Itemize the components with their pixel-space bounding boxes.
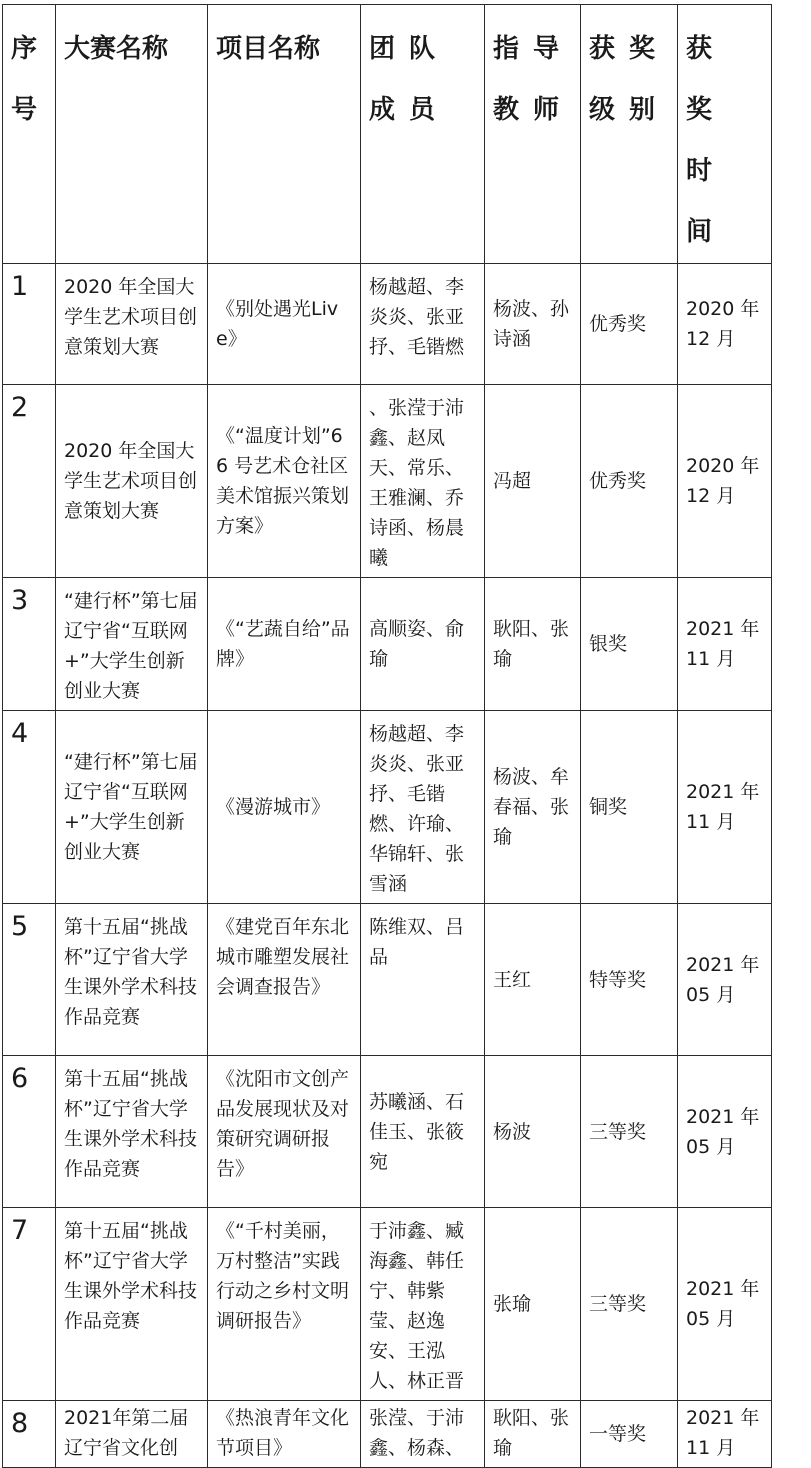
row-index: 7: [3, 1208, 56, 1401]
table-row: [3, 904, 772, 1056]
team-cell: 、张滢于沛鑫、赵凤天、常乐、王雅澜、乔诗函、杨晨曦: [361, 385, 485, 578]
project-cell: 《“温度计划”66 号艺术仓社区美术馆振兴策划方案》: [208, 385, 361, 578]
award-cell: 铜奖: [581, 711, 678, 904]
advisor-cell: 冯超: [485, 385, 581, 578]
competition-cell: “建行杯”第七届辽宁省“互联网+”大学生创新创业大赛: [56, 711, 208, 904]
table-row: [3, 711, 772, 904]
time-cell: 2021 年 05 月: [678, 1208, 772, 1401]
team-cell: 于沛鑫、臧海鑫、韩任宁、韩紫莹、赵逸安、王泓人、林正晋: [361, 1208, 485, 1401]
award-cell: 三等奖: [581, 1056, 678, 1208]
award-cell: 一等奖: [581, 1401, 678, 1468]
project-cell: 《“艺蔬自给”品牌》: [208, 578, 361, 711]
table-row: [3, 1401, 772, 1468]
awards-table: [2, 4, 772, 1468]
project-cell: 《“千村美丽，万村整洁”实践行动之乡村文明调研报告》: [208, 1208, 361, 1401]
advisor-cell: 杨波、孙诗涵: [485, 264, 581, 385]
advisor-cell: 耿阳、张瑜: [485, 1401, 581, 1468]
header-competition: 大赛名称: [56, 5, 208, 264]
team-cell: 陈维双、吕品: [361, 904, 485, 1056]
table-row: [3, 385, 772, 578]
table-row: [3, 578, 772, 711]
row-index: 2: [3, 385, 56, 578]
award-cell: 优秀奖: [581, 264, 678, 385]
row-index: 5: [3, 904, 56, 1056]
advisor-cell: 王红: [485, 904, 581, 1056]
header-team: 团队成员: [361, 5, 485, 264]
row-index: 3: [3, 578, 56, 711]
project-cell: 《热浪青年文化节项目》: [208, 1401, 361, 1468]
team-cell: 高顺姿、俞瑜: [361, 578, 485, 711]
competition-cell: 第十五届“挑战杯”辽宁省大学生课外学术科技作品竞赛: [56, 1056, 208, 1208]
time-cell: 2021 年 11 月: [678, 711, 772, 904]
advisor-cell: 杨波、牟春福、张瑜: [485, 711, 581, 904]
time-cell: 2021 年 05 月: [678, 904, 772, 1056]
header-project: 项目名称: [208, 5, 361, 264]
header-time: 获奖时间: [678, 5, 772, 264]
competition-cell: 2020 年全国大学生艺术项目创意策划大赛: [56, 385, 208, 578]
advisor-cell: 杨波: [485, 1056, 581, 1208]
award-cell: 银奖: [581, 578, 678, 711]
table-row: [3, 1208, 772, 1401]
competition-cell: “建行杯”第七届辽宁省“互联网+”大学生创新创业大赛: [56, 578, 208, 711]
row-index: 1: [3, 264, 56, 385]
advisor-cell: 张瑜: [485, 1208, 581, 1401]
award-cell: 优秀奖: [581, 385, 678, 578]
time-cell: 2021 年 11 月: [678, 578, 772, 711]
header-advisor: 指导教师: [485, 5, 581, 264]
project-cell: 《漫游城市》: [208, 711, 361, 904]
team-cell: 杨越超、李炎炎、张亚抒、毛锴燃、许瑜、华锦轩、张雪涵: [361, 711, 485, 904]
row-index: 4: [3, 711, 56, 904]
award-cell: 三等奖: [581, 1208, 678, 1401]
team-cell: 张滢、于沛鑫、杨森、: [361, 1401, 485, 1468]
row-index: 6: [3, 1056, 56, 1208]
row-index: 8: [3, 1401, 56, 1468]
project-cell: 《建党百年东北城市雕塑发展社会调查报告》: [208, 904, 361, 1056]
time-cell: 2020 年 12 月: [678, 385, 772, 578]
time-cell: 2020 年 12 月: [678, 264, 772, 385]
team-cell: 苏曦涵、石佳玉、张筱宛: [361, 1056, 485, 1208]
competition-cell: 2021年第二届辽宁省文化创: [56, 1401, 208, 1468]
team-cell: 杨越超、李炎炎、张亚抒、毛锴燃: [361, 264, 485, 385]
project-cell: 《别处遇光Live》: [208, 264, 361, 385]
header-index: 序号: [3, 5, 56, 264]
time-cell: 2021 年 05 月: [678, 1056, 772, 1208]
advisor-cell: 耿阳、张瑜: [485, 578, 581, 711]
table-row: [3, 1056, 772, 1208]
header-award: 获奖级别: [581, 5, 678, 264]
header-row: [3, 5, 772, 264]
competition-cell: 2020 年全国大学生艺术项目创意策划大赛: [56, 264, 208, 385]
table-row: [3, 264, 772, 385]
award-cell: 特等奖: [581, 904, 678, 1056]
competition-cell: 第十五届“挑战杯”辽宁省大学生课外学术科技作品竞赛: [56, 904, 208, 1056]
time-cell: 2021 年 11 月: [678, 1401, 772, 1468]
competition-cell: 第十五届“挑战杯”辽宁省大学生课外学术科技作品竞赛: [56, 1208, 208, 1401]
project-cell: 《沈阳市文创产品发展现状及对策研究调研报告》: [208, 1056, 361, 1208]
